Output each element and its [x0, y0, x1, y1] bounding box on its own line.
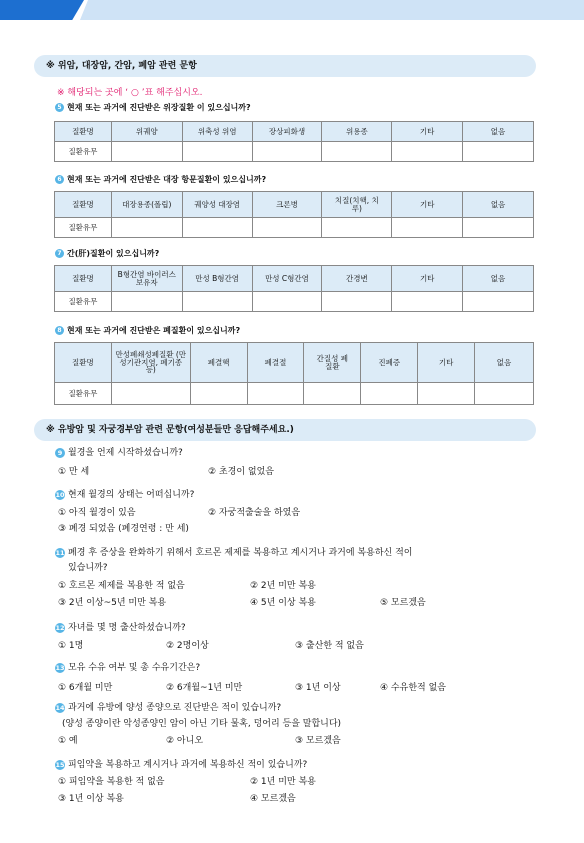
answer-cell[interactable]: [111, 383, 190, 405]
option-q9-2[interactable]: ② 초경이 없었음: [208, 467, 274, 477]
question-text: 현재 또는 과거에 진단받은 대장 항문질환이 있으십니까?: [67, 175, 267, 184]
answer-cell[interactable]: [111, 292, 182, 312]
header-cell: 위축성 위염: [182, 122, 252, 142]
answer-cell[interactable]: [322, 218, 392, 238]
question-8: [55, 325, 240, 336]
question-text: 자녀를 몇 명 출산하셨습니까?: [68, 623, 186, 633]
option-q14-3[interactable]: ③ 모르겠음: [295, 736, 341, 746]
question-9: [55, 445, 183, 458]
header-cell: 위용종: [322, 122, 392, 142]
header-cell: 없음: [463, 192, 534, 218]
answer-cell[interactable]: [182, 292, 252, 312]
option-q15-1[interactable]: ① 피임약을 복용한 적 없음: [58, 777, 165, 787]
header-cell: 기타: [392, 192, 463, 218]
option-q13-2[interactable]: ② 6개월~1년 미만: [166, 683, 243, 693]
option-q15-3[interactable]: ③ 1년 이상 복용: [58, 794, 124, 804]
answer-cell[interactable]: [361, 383, 418, 405]
option-q12-1[interactable]: ① 1명: [58, 641, 84, 651]
table-stomach-disease: [54, 121, 534, 162]
header-cell: 없음: [463, 266, 534, 292]
header-band: [80, 0, 584, 20]
answer-cell[interactable]: [247, 383, 304, 405]
question-11-cont: 있습니까?: [68, 563, 108, 573]
answer-cell[interactable]: [252, 292, 322, 312]
option-q9-1[interactable]: ① 만 세: [58, 467, 90, 477]
answer-cell[interactable]: [111, 218, 182, 238]
question-text: 모유 수유 여부 및 총 수유기간은?: [68, 663, 201, 673]
header-cell: 크론병: [252, 192, 322, 218]
header-cell: 간질성 폐질환: [304, 343, 361, 383]
question-14-note: (양성 종양이란 악성종양인 암이 아닌 기타 물혹, 덩어리 등을 말합니다): [62, 719, 342, 729]
header-cell: 만성 B형간염: [182, 266, 252, 292]
answer-cell[interactable]: [252, 218, 322, 238]
header-cell: 궤양성 대장염: [182, 192, 252, 218]
question-number-badge: 10: [55, 490, 65, 499]
option-q10-1[interactable]: ① 아직 월경이 있음: [58, 508, 136, 518]
header-cell: B형간염 바이러스보유자: [111, 266, 182, 292]
question-number-badge: 9: [55, 448, 65, 458]
question-number-badge: 8: [55, 326, 64, 335]
header-cell: 없음: [463, 122, 534, 142]
answer-cell[interactable]: [322, 142, 392, 162]
question-text: 월경을 언제 시작하셨습니까?: [68, 448, 183, 458]
header-bar: [0, 0, 584, 20]
question-number-badge: 11: [55, 548, 65, 557]
question-11: [55, 545, 412, 558]
question-7: [55, 248, 159, 259]
question-text: 현재 월경의 상태는 어떠십니까?: [68, 490, 195, 500]
question-number-badge: 14: [55, 703, 65, 712]
row-label: 질환유무: [55, 142, 112, 162]
question-10: [55, 487, 194, 500]
question-number-badge: 5: [55, 103, 64, 112]
option-q11-1[interactable]: ① 호르몬 제제를 복용한 적 없음: [58, 581, 185, 591]
answer-cell[interactable]: [463, 142, 534, 162]
answer-cell[interactable]: [392, 142, 463, 162]
answer-cell[interactable]: [475, 383, 534, 405]
option-q15-4[interactable]: ④ 모르겠음: [250, 794, 296, 804]
question-text: 과거에 유방에 양성 종양으로 진단받은 적이 있습니까?: [68, 703, 282, 713]
option-q11-4[interactable]: ④ 5년 이상 복용: [250, 598, 316, 608]
question-text: 피임약을 복용하고 계시거나 과거에 복용하신 적이 있습니까?: [68, 760, 308, 770]
question-14: [55, 700, 281, 713]
option-q11-2[interactable]: ② 2년 미만 복용: [250, 581, 316, 591]
header-cell: 기타: [418, 343, 475, 383]
table-liver-disease: [54, 265, 534, 312]
header-cell: 만성폐쇄성폐질환 (만성기관지염, 폐기종 등): [111, 343, 190, 383]
answer-cell[interactable]: [322, 292, 392, 312]
table-lung-disease: [54, 342, 534, 405]
row-label: 질환유무: [55, 383, 112, 405]
answer-cell[interactable]: [190, 383, 247, 405]
header-cell: 질환명: [55, 192, 112, 218]
question-13: [55, 660, 200, 673]
answer-cell[interactable]: [463, 218, 534, 238]
option-q13-4[interactable]: ④ 수유한적 없음: [380, 683, 446, 693]
table-colon-disease: [54, 191, 534, 238]
question-15: [55, 757, 307, 770]
question-5: [55, 102, 251, 113]
header-cell: 위궤양: [111, 122, 182, 142]
option-q10-3[interactable]: ③ 폐경 되었음 (폐경연령 : 만 세): [58, 524, 189, 534]
question-text: 현재 또는 과거에 진단받은 폐질환이 있으십니까?: [67, 326, 241, 335]
answer-cell[interactable]: [392, 218, 463, 238]
row-label: 질환유무: [55, 292, 112, 312]
section-title-cancer: ※ 위암, 대장암, 간암, 폐암 관련 문항: [34, 55, 536, 77]
question-number-badge: 12: [55, 623, 65, 632]
header-cell: 만성 C형간염: [252, 266, 322, 292]
question-number-badge: 15: [55, 760, 65, 769]
header-cell: 없음: [475, 343, 534, 383]
answer-cell[interactable]: [418, 383, 475, 405]
header-cell: 장상피화생: [252, 122, 322, 142]
option-q13-1[interactable]: ① 6개월 미만: [58, 683, 113, 693]
header-accent: [0, 0, 84, 20]
header-cell: 치질(치핵, 치루): [322, 192, 392, 218]
question-6: [55, 174, 266, 185]
option-q15-2[interactable]: ② 1년 미만 복용: [250, 777, 316, 787]
option-q13-3[interactable]: ③ 1년 이상: [295, 683, 341, 693]
answer-cell[interactable]: [304, 383, 361, 405]
instruction-note: ※ 해당되는 곳에 ‘ ○ ’표 해주십시오.: [57, 88, 203, 98]
question-number-badge: 6: [55, 175, 64, 184]
question-text: 간(肝)질환이 있으십니까?: [67, 249, 160, 258]
option-q11-5[interactable]: ⑤ 모르겠음: [380, 598, 426, 608]
answer-cell[interactable]: [463, 292, 534, 312]
header-cell: 대장용종(폴립): [111, 192, 182, 218]
question-number-badge: 7: [55, 249, 64, 258]
header-cell: 폐결절: [247, 343, 304, 383]
header-cell: 질환명: [55, 343, 112, 383]
answer-cell[interactable]: [182, 218, 252, 238]
option-q14-2[interactable]: ② 아니오: [166, 736, 204, 746]
header-cell: 기타: [392, 122, 463, 142]
question-text: 폐경 후 증상을 완화하기 위해서 호르몬 제제를 복용하고 계시거나 과거에 복용하신 적이: [68, 548, 413, 558]
answer-cell[interactable]: [392, 292, 463, 312]
answer-cell[interactable]: [111, 142, 182, 162]
answer-cell[interactable]: [252, 142, 322, 162]
option-q14-1[interactable]: ① 예: [58, 736, 78, 746]
answer-cell[interactable]: [182, 142, 252, 162]
row-label: 질환유무: [55, 218, 112, 238]
header-cell: 진폐증: [361, 343, 418, 383]
question-text: 현재 또는 과거에 진단받은 위장질환 이 있으십니까?: [67, 103, 251, 112]
header-cell: 기타: [392, 266, 463, 292]
option-q11-3[interactable]: ③ 2년 이상~5년 미만 복용: [58, 598, 167, 608]
option-q12-3[interactable]: ③ 출산한 적 없음: [295, 641, 364, 651]
header-cell: 질환명: [55, 266, 112, 292]
option-q12-2[interactable]: ② 2명이상: [166, 641, 209, 651]
header-cell: 간경변: [322, 266, 392, 292]
question-12: [55, 620, 186, 633]
section-title-women: ※ 유방암 및 자궁경부암 관련 문항(여성분들만 응답해주세요.): [34, 419, 536, 441]
question-number-badge: 13: [55, 663, 65, 672]
option-q10-2[interactable]: ② 자궁적출술을 하였음: [208, 508, 301, 518]
header-cell: 질환명: [55, 122, 112, 142]
header-cell: 폐결핵: [190, 343, 247, 383]
